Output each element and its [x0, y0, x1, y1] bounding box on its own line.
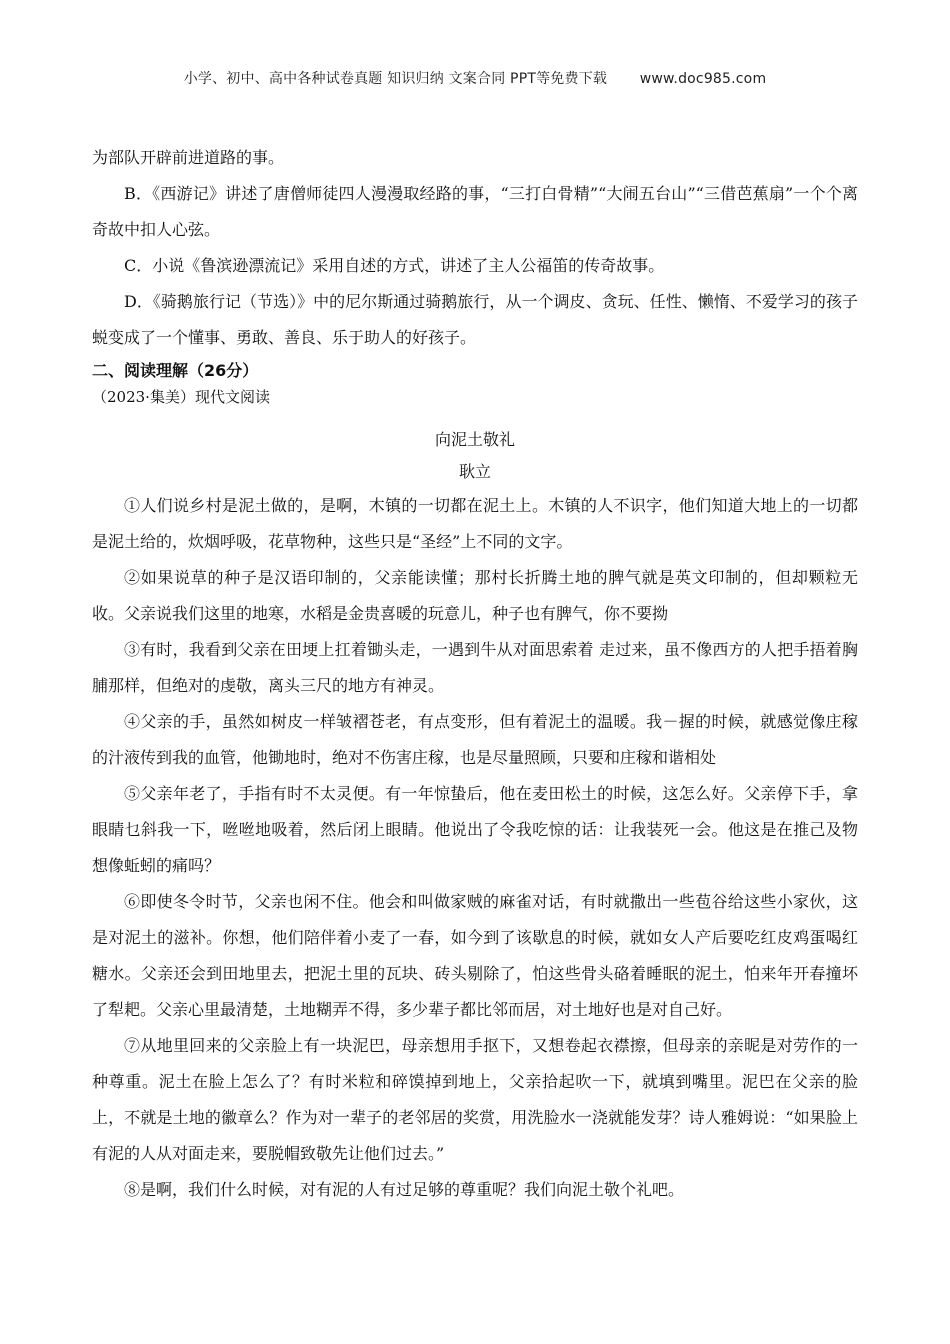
paragraph-4: ④父亲的手，虽然如树皮一样皱褶苍老，有点变形，但有着泥土的温暖。我－握的时候，就感觉像庄稼的汁液传到我的血管，他锄地时，绝对不伤害庄稼，也是尽量照顾，只要和庄稼和谐相处 [92, 712, 858, 767]
paragraph-5: ⑤父亲年老了，手指有时不太灵便。有一年惊蛰后，他在麦田松土的时候，这怎么好。父亲停下手，拿眼睛乜斜我一下，咝咝地吸着，然后闭上眼睛。他说出了令我吃惊的话：让我装死一会。他这是在推己及物想像蚯蚓的痛吗？ [92, 784, 858, 875]
paragraph-6: ⑥即使冬令时节，父亲也闲不住。他会和叫做家贼的麻雀对话，有时就撒出一些苞谷给这些小家伙，这是对泥土的滋补。你想，他们陪伴着小麦了一春，如今到了该歇息的时候，就如女人产后要吃红皮鸡蛋喝红糖水。父亲还会到田地里去，把泥土里的瓦块、砖头剔除了，怕这些骨头硌着睡眠的泥土，怕来年开春撞坏了犁耙。父亲心里最清楚，土地糊弄不得，多少辈子都比邻而居，对土地好也是对自己好。 [92, 892, 858, 1019]
document-body [92, 140, 858, 1208]
title-spacer [92, 410, 858, 424]
section-title: 二、阅读理解（26分） [92, 361, 259, 380]
header-site-link[interactable]: www.doc985.com [639, 71, 767, 87]
article-title: 向泥土敬礼 [434, 430, 515, 449]
header-text: 小学、初中、高中各种试卷真题 知识归纳 文案合同 PPT等免费下载 [183, 71, 608, 87]
paragraph-3: ③有时，我看到父亲在田埂上扛着锄头走，一遇到牛从对面思索着 走过来，虽不像西方的人把手捂着胸脯那样，但绝对的虔敬，离头三尺的地方有神灵。 [92, 640, 858, 695]
option-b: B．《西游记》讲述了唐僧师徒四人漫漫取经路的事，“三打白骨精”“大闹五台山”“三借芭蕉扇”一个个离奇故中扣人心弦。 [92, 184, 858, 239]
continued-line: 为部队开辟前进道路的事。 [92, 148, 285, 167]
option-c: C．小说《鲁滨逊漂流记》采用自述的方式，讲述了主人公福笛的传奇故事。 [124, 256, 665, 275]
paragraph-1: ①人们说乡村是泥土做的，是啊，木镇的一切都在泥土上。木镇的人不识字，他们知道大地上的一切都是泥土给的，炊烟呼吸，花草物种，这些只是“圣经”上不同的文字。 [92, 496, 858, 551]
page-header [0, 68, 950, 88]
paragraph-2: ②如果说草的种子是汉语印制的，父亲能读懂；那村长折腾土地的脾气就是英文印制的，但却颗粒无收。父亲说我们这里的地寒，水稻是金贵喜暖的玩意儿，种子也有脾气，你不要拗 [92, 568, 858, 623]
paragraph-7: ⑦从地里回来的父亲脸上有一块泥巴，母亲想用手抠下，又想卷起衣襟擦，但母亲的亲昵是对劳作的一种尊重。泥土在脸上怎么了？有时米粒和碎馍掉到地上，父亲拾起吹一下，就填到嘴里。泥巴在父亲的脸上，不就是土地的徽章么？作为对一辈子的老邻居的奖赏，用洗脸水一浇就能发芽？诗人雅姆说：“如果脸上有泥的人从对面走来，要脱帽致敬先让他们过去。” [92, 1036, 858, 1163]
paragraph-8: ⑧是啊，我们什么时候，对有泥的人有过足够的尊重呢？我们向泥土敬个礼吧。 [124, 1180, 685, 1199]
section-source: （2023·集美）现代文阅读 [92, 388, 270, 406]
article-author: 耿立 [458, 462, 491, 481]
option-d: D．《骑鹅旅行记（节选）》中的尼尔斯通过骑鹅旅行，从一个调皮、贪玩、任性、懒惰、不爱学习的孩子蜕变成了一个懂事、勇敢、善良、乐于助人的好孩子。 [92, 292, 858, 347]
